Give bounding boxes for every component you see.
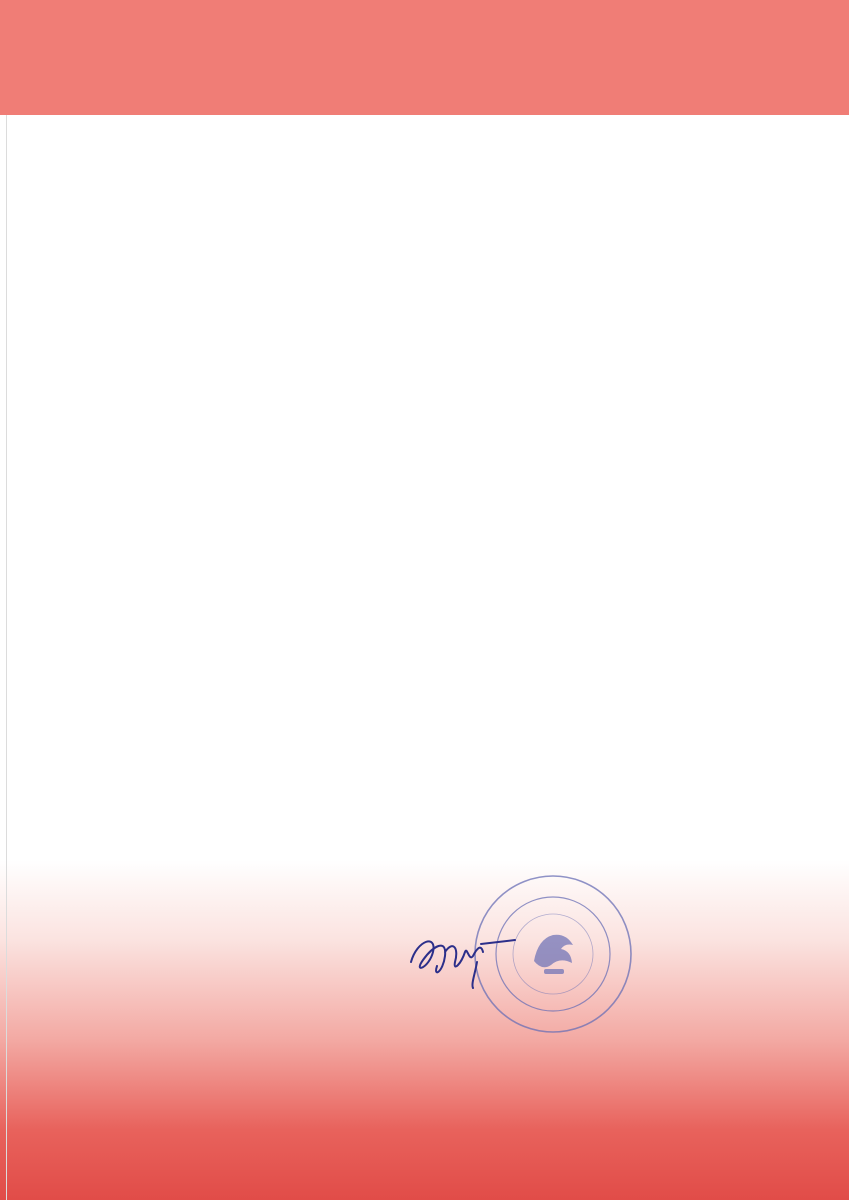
page-edge-line (6, 0, 7, 1200)
top-snowflake-band (0, 0, 849, 115)
mayor-signature (403, 922, 518, 992)
